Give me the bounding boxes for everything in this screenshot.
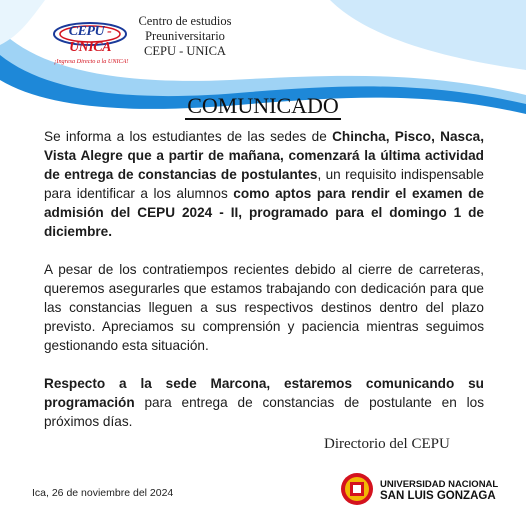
announcement-body [44, 127, 484, 450]
cepu-logo [50, 18, 130, 74]
university-crest-icon [340, 472, 374, 506]
issue-date: Ica, 26 de noviembre del 2024 [32, 487, 174, 499]
institution-name-line1: Centro de estudios [138, 14, 232, 28]
institution-name-line3: CEPU - UNICA [144, 44, 226, 58]
announcement-title: COMUNICADO [187, 93, 339, 118]
university-name-line2: SAN LUIS GONZAGA [380, 490, 496, 502]
university-branding [340, 472, 510, 508]
logo-tagline: ¡Ingresa Directo a la UNICA! [54, 58, 129, 65]
institution-name-line2: Preuniversitario [145, 29, 225, 43]
paragraph-2: A pesar de los contratiempos recientes debido al cierre de carreteras, queremos asegurarles que estamos trabajando con dedicación para que las constancias lleguen a sus respectivos destinos dentro del plazo previsto. Apreciamos su comprensión y paciencia mientras seguimos gestionando esta situación. [44, 262, 484, 353]
paragraph-1: Se informa a los estudiantes de las sedes de Chincha, Pisco, Nasca, Vista Alegre que a partir de mañana, comenzará la última actividad de entrega de constancias de postulantes, un requisito indispensable para identificar a los alumnos como aptos para rendir el examen de admisión del CEPU 2024 - II, programado para el domingo 1 de diciembre. [44, 129, 484, 239]
institution-name [130, 14, 240, 59]
university-name-line1: UNIVERSIDAD NACIONAL [380, 479, 499, 490]
logo-wordmark: CEPU - UNICA [68, 24, 112, 55]
paragraph-3: Respecto a la sede Marcona, estaremos comunicando su programación para entrega de constancias de postulante en los próximos días. [44, 376, 484, 429]
signature: Directorio del CEPU [324, 436, 450, 452]
